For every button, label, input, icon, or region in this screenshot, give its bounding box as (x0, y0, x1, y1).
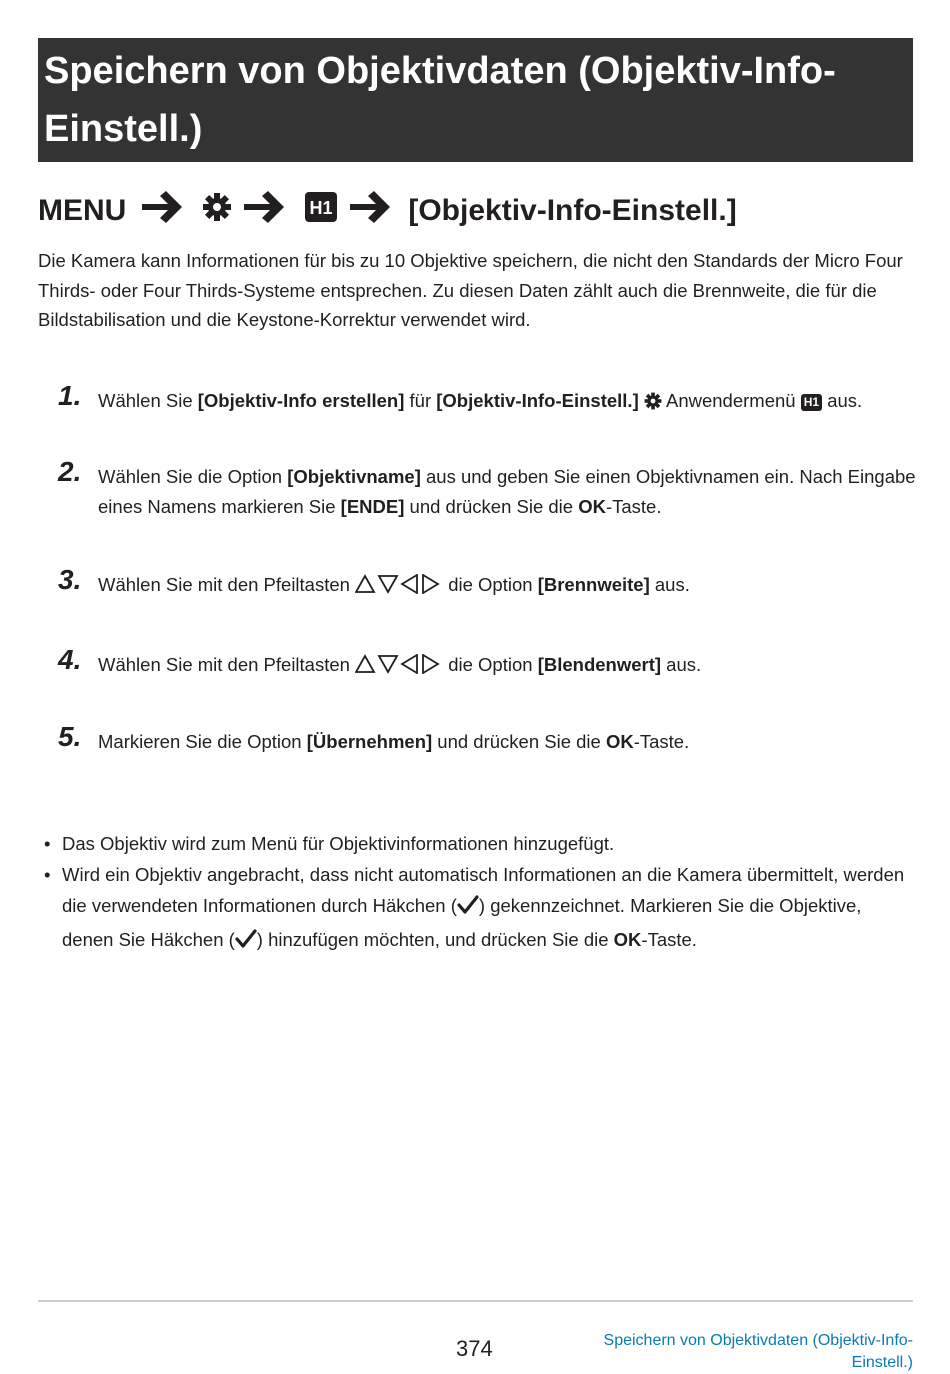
menu-path (38, 186, 737, 236)
arrow-right-icon (140, 191, 184, 231)
title-bar (38, 38, 913, 162)
checkmark-icon (457, 893, 479, 924)
arrow-right-icon (348, 191, 392, 231)
notes-list (44, 828, 914, 958)
arrow-right-icon (242, 191, 286, 231)
step-text: Wählen Sie die Option [Objektivname] aus und geben Sie einen Objektivnamen ein. Nach Eingabe eines Namens markieren Sie [ENDE] und drücken Sie die OK-Taste. (98, 466, 916, 517)
step-number: 5. (58, 721, 82, 752)
page-number: 374 (456, 1336, 493, 1361)
h1-tab-icon: H1 (801, 394, 822, 411)
arrow-keys-icon (355, 573, 443, 603)
menu-label: MENU (38, 194, 127, 227)
step-number: 2. (58, 456, 82, 487)
footer-section-link[interactable]: Speichern von Objektivdaten (Objektiv-Info- Einstell.) (603, 1332, 913, 1371)
step-text: Wählen Sie mit den Pfeiltasten die Option [Brennweite] aus. (98, 570, 918, 603)
step-text: Markieren Sie die Option [Übernehmen] und drücken Sie die OK-Taste. (98, 731, 690, 752)
list-item: • Das Objektiv wird zum Menü für Objektivinformationen hinzugefügt. (44, 828, 914, 859)
h1-tab-icon (304, 191, 338, 231)
page-title: Speichern von Objektivdaten (Objektiv-Info- Einstell.) (44, 50, 836, 150)
checkmark-icon (235, 927, 257, 958)
list-item: • Wird ein Objektiv angebracht, dass nicht automatisch Informationen an die Kamera übermittelt, werden die verwendeten Informationen durch Häkchen ( ) gekennzeichnet. Markieren Sie die Objektive, denen Sie Häkchen ( ) hinzufügen möchten, und drücken Sie die OK-Taste. (44, 859, 914, 958)
step-number: 1. (58, 380, 82, 411)
intro-paragraph: Die Kamera kann Informationen für bis zu 10 Objektive speichern, die nicht den Standards der Micro Four Thirds- oder Four Thirds-Systeme entsprechen. Zu diesen Daten zählt auch die Brennweite, die für die Bildstabilisation und die Keystone-Korrektur verwendet wird. (38, 250, 903, 330)
gear-icon (202, 192, 232, 230)
gear-icon (644, 389, 662, 419)
menu-target: [Objektiv-Info-Einstell.] (408, 194, 737, 227)
step-text: Wählen Sie [Objektiv-Info erstellen] für [Objektiv-Info-Einstell.] Anwendermenü H1 aus. (98, 386, 918, 419)
step-text: Wählen Sie mit den Pfeiltasten die Option [Blendenwert] aus. (98, 650, 918, 683)
h1-tab-label: H1 (309, 198, 333, 218)
arrow-keys-icon (355, 653, 443, 683)
footer-divider (38, 1300, 913, 1302)
step-number: 4. (58, 644, 82, 675)
step-number: 3. (58, 564, 82, 595)
